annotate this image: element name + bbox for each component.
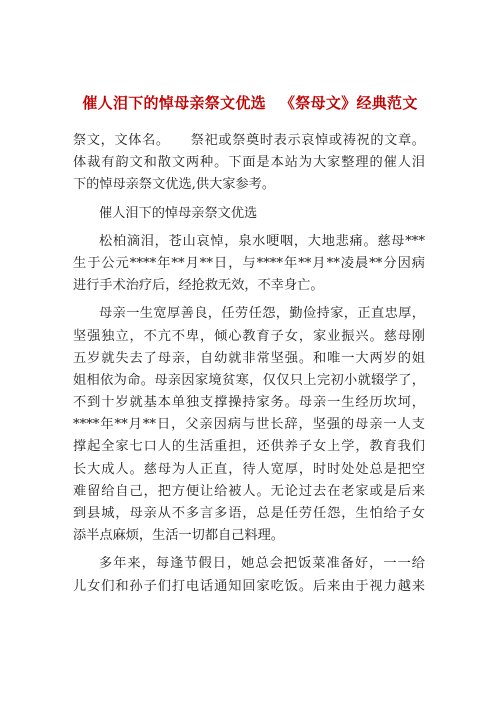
text-line: 母亲一生宽厚善良，任劳任怨，勤俭持家，正直忠厚，	[99, 306, 425, 322]
text-line: 难留给自己，把方便让给被人。无论过去在老家或是后来	[73, 483, 425, 499]
text-line: 坚强独立，不亢不卑，倾心教育子女，家业振兴。慈母刚	[73, 328, 425, 344]
text-line: 生于公元****年**月**日，与****年**月**凌晨**分因病	[73, 255, 425, 271]
subheading: 催人泪下的悼母亲祭文优选	[99, 205, 258, 221]
text-line: 松柏滴泪，苍山哀悼，泉水哽咽，大地悲痛。慈母***	[99, 233, 425, 249]
text-line: 到县城，母亲从不多言多语，总是任劳任怨，生怕给子女	[73, 506, 425, 521]
text-line: 下的悼母亲祭文优选,供大家参考。	[73, 177, 276, 193]
text-line: 体裁有韵文和散文两种。下面是本站为大家整理的催人泪	[73, 155, 425, 171]
text-line: 添半点麻烦，生活一切都自己料理。	[73, 528, 284, 544]
text-line: 不到十岁就基本单独支撑操持家务。母亲一生经历坎坷，	[73, 395, 425, 411]
title-main: 催人泪下的悼母亲祭文优选	[82, 94, 266, 112]
document-title	[0, 92, 500, 113]
text-line: ****年**月**日，父亲因病与世长辞，坚强的母亲一人支	[73, 417, 425, 433]
text-line: 多年来，每逢节假日，她总会把饭菜准备好，一一给	[99, 556, 425, 572]
text-line: 长大成人。慈母为人正直，待人宽厚，时时处处总是把空	[73, 461, 425, 477]
document-body	[73, 130, 425, 598]
text-line: 祭文，文体名。 祭祀或祭奠时表示哀悼或祷祝的文章。	[73, 133, 425, 148]
text-line: 进行手术治疗后，经抢救无效，不幸身亡。	[73, 278, 324, 294]
text-line: 儿女们和孙子们打电话通知回家吃饭。后来由于视力越来	[73, 578, 425, 594]
text-line: 姐相依为命。母亲因家境贫寒，仅仅只上完初小就辍学了，	[73, 372, 425, 388]
title-sub: 《祭母文》经典范文	[279, 94, 418, 112]
text-line: 撑起全家七口人的生活重担，还供养子女上学，教育我们	[73, 439, 425, 455]
text-line: 五岁就失去了母亲，自幼就非常坚强。和唯一大两岁的姐	[73, 350, 425, 366]
